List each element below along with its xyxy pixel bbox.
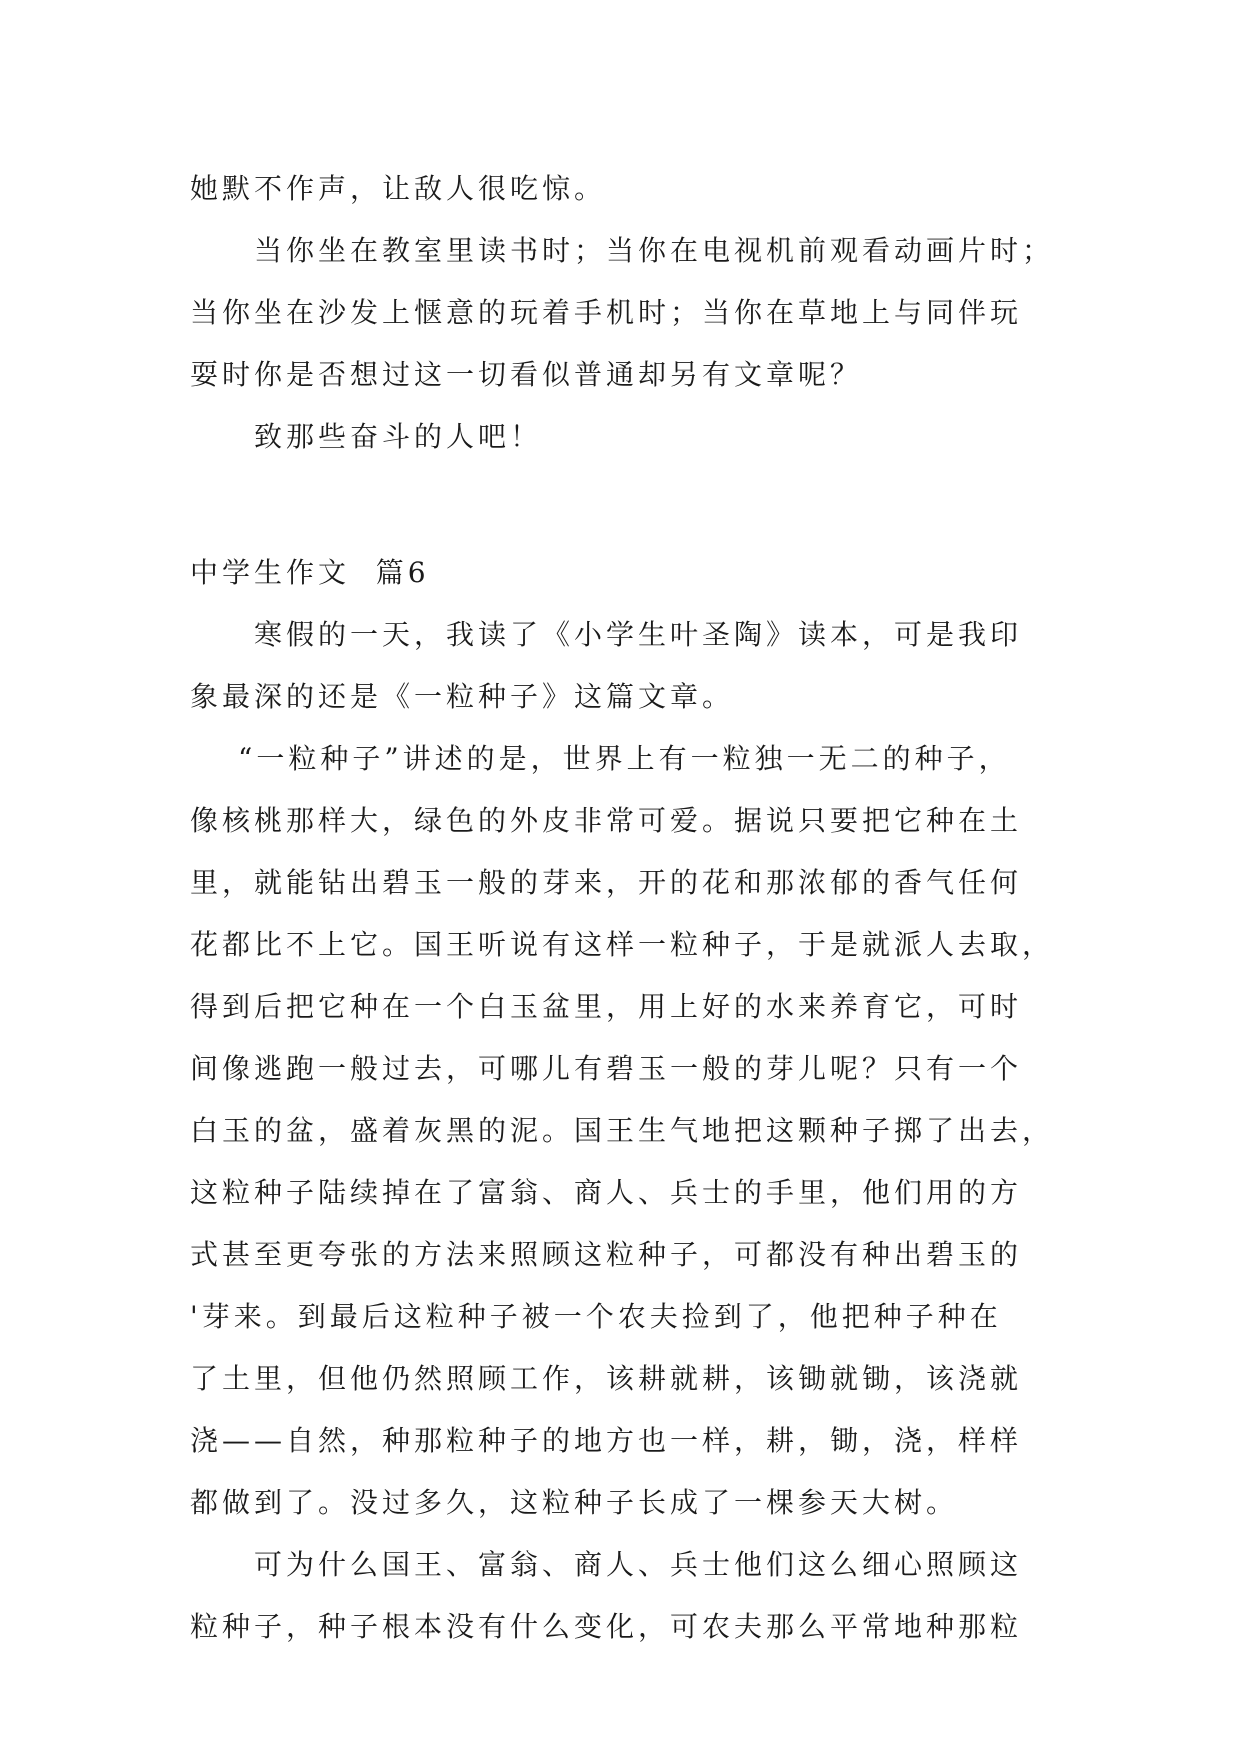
paragraph-line: 白玉的盆，盛着灰黑的泥。国王生气地把这颗种子掷了出去，: [190, 1114, 1055, 1147]
paragraph-line: '芽来。到最后这粒种子被一个农夫捡到了，他把种子种在: [190, 1300, 1002, 1333]
paragraph-line: 当你坐在教室里读书时；当你在电视机前观看动画片时；: [254, 234, 1055, 267]
paragraph-line: 间像逃跑一般过去，可哪儿有碧玉一般的芽儿呢？只有一个: [190, 1052, 1023, 1085]
paragraph-line: 这粒种子陆续掉在了富翁、商人、兵士的手里，他们用的方: [190, 1176, 1023, 1209]
paragraph-line: 得到后把它种在一个白玉盆里，用上好的水来养育它，可时: [190, 990, 1023, 1023]
paragraph-line: 她默不作声，让敌人很吃惊。: [190, 172, 607, 205]
paragraph-line: 了土里，但他仍然照顾工作，该耕就耕，该锄就锄，该浇就: [190, 1362, 1023, 1395]
paragraph-line: 致那些奋斗的人吧！: [254, 420, 543, 453]
document-body: [190, 158, 1058, 1658]
paragraph-line: 花都比不上它。国王听说有这样一粒种子，于是就派人去取，: [190, 928, 1055, 961]
paragraph-line: 耍时你是否想过这一切看似普通却另有文章呢？: [190, 358, 863, 391]
paragraph-line: “一粒种子”讲述的是，世界上有一粒独一无二的种子，: [238, 742, 1011, 775]
paragraph-line: 可为什么国王、富翁、商人、兵士他们这么细心照顾这: [254, 1548, 1023, 1581]
paragraph-line: 式甚至更夸张的方法来照顾这粒种子，可都没有种出碧玉的: [190, 1238, 1023, 1271]
paragraph-line: 都做到了。没过多久，这粒种子长成了一棵参天大树。: [190, 1486, 959, 1519]
paragraph-line: 浇——自然，种那粒种子的地方也一样，耕，锄，浇，样样: [190, 1424, 1023, 1457]
section-gap: [190, 468, 1058, 542]
paragraph-line: 像核桃那样大，绿色的外皮非常可爱。据说只要把它种在土: [190, 804, 1023, 837]
paragraph-line: 粒种子，种子根本没有什么变化，可农夫那么平常地种那粒: [190, 1610, 1023, 1643]
paragraph-line: 寒假的一天，我读了《小学生叶圣陶》读本，可是我印: [254, 618, 1023, 651]
paragraph-line: 象最深的还是《一粒种子》这篇文章。: [190, 680, 735, 713]
section-heading: 中学生作文 篇6: [190, 556, 430, 589]
paragraph-line: 里，就能钻出碧玉一般的芽来，开的花和那浓郁的香气任何: [190, 866, 1023, 899]
paragraph-line: 当你坐在沙发上惬意的玩着手机时；当你在草地上与同伴玩: [190, 296, 1023, 329]
